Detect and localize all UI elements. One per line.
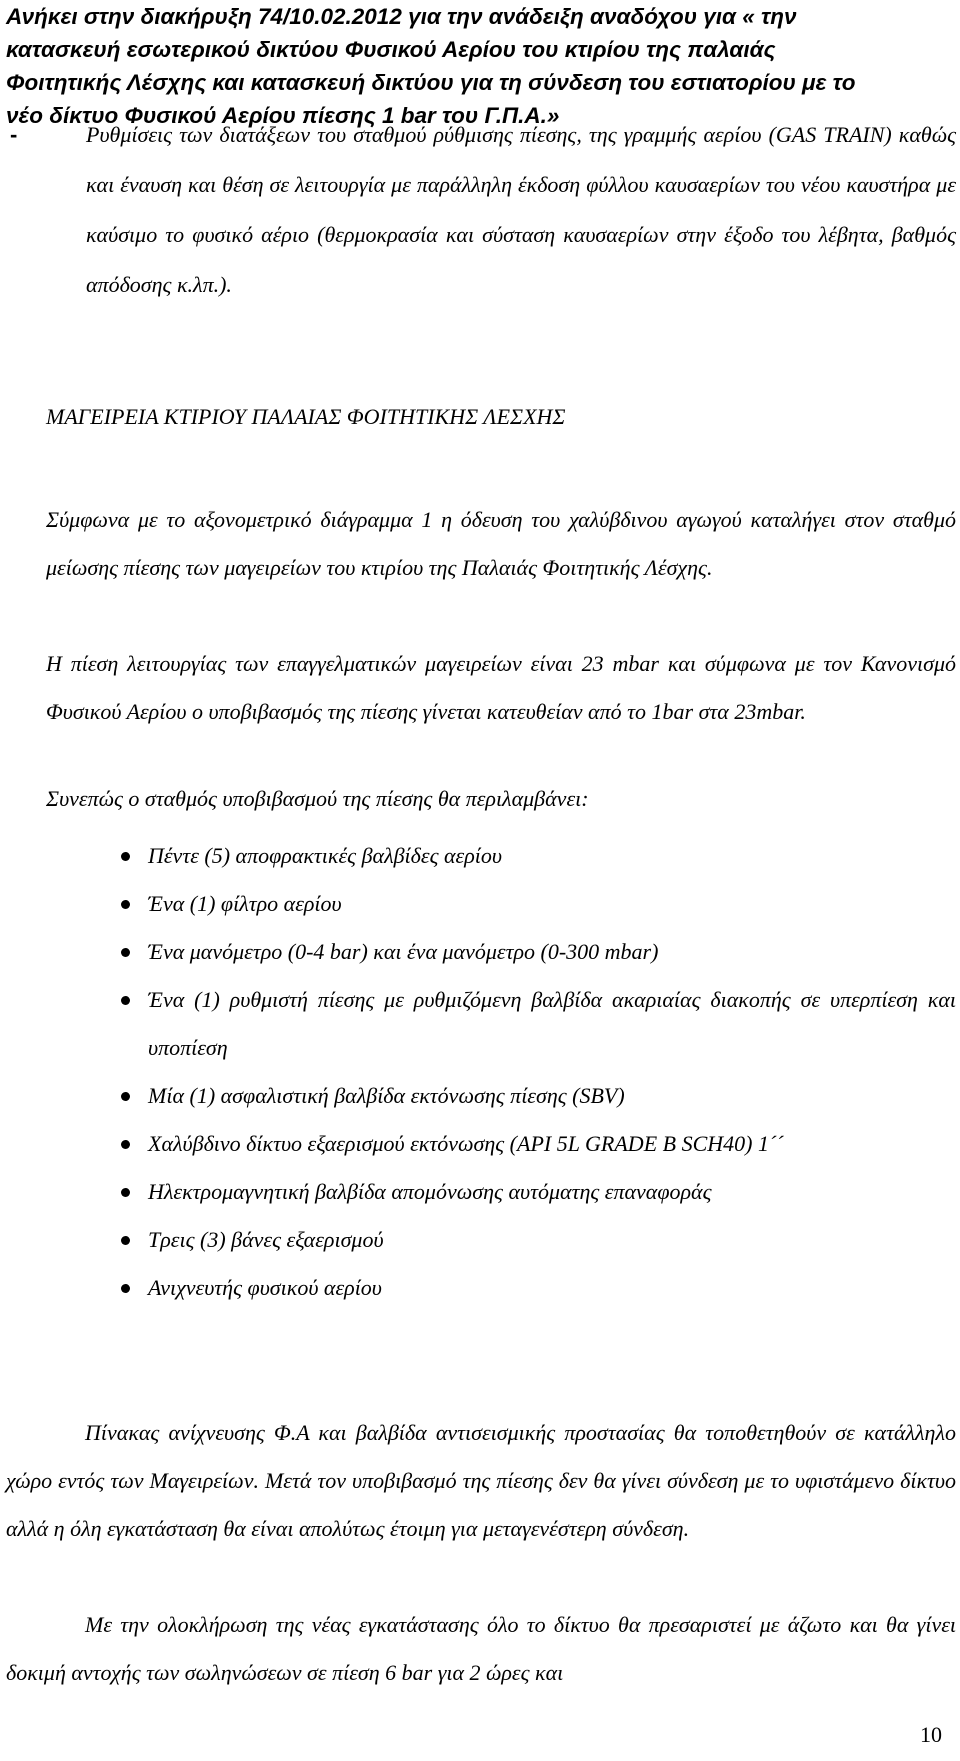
list-item: Ένα (1) ρυθμιστή πίεσης με ρυθμιζόμενη βαλβίδα ακαριαίας διακοπής σε υπερπίεση και υποπίεση [148,976,956,1072]
paragraph-pressure: Η πίεση λειτουργίας των επαγγελματικών μαγειρείων είναι 23 mbar και σύμφωνα με τον Κανονισμό Φυσικού Αερίου ο υποβιβασμός της πίεσης γίνεται κατευθείαν από το 1bar στα 23mbar. [46,651,956,724]
bullet-icon [121,996,130,1005]
list-item: Ένα (1) φίλτρο αερίου [148,880,956,928]
bullet-icon [121,1140,130,1149]
list-item: Μία (1) ασφαλιστική βαλβίδα εκτόνωσης πίεσης (SBV) [148,1072,956,1120]
paragraph-detection-panel: Πίνακας ανίχνευσης Φ.Α και βαλβίδα αντισεισμικής προστασίας θα τοποθετηθούν σε κατάλληλο χώρο εντός των Μαγειρείων. Μετά τον υποβιβασμό της πίεσης δεν θα γίνει σύνδεση με το υφιστάμενο δίκτυο αλλά η όλη εγκατάσταση θα είναι απολύτως έτοιμη για μεταγενέστερη σύνδεση. [6,1420,956,1541]
paragraph-pressure-test: Με την ολοκλήρωση της νέας εγκατάστασης όλο το δίκτυο θα πρεσαριστεί με άζωτο και θα γίνει δοκιμή αντοχής των σωληνώσεων σε πίεση 6 bar για 2 ώρες και [6,1612,956,1685]
equipment-list [148,832,956,1312]
header-line: κατασκευή εσωτερικού δικτύου Φυσικού Αερίου του κτιρίου της παλαιάς [6,37,776,62]
list-item: Ηλεκτρομαγνητική βαλβίδα απομόνωσης αυτόματης επαναφοράς [148,1168,956,1216]
list-item: Χαλύβδινο δίκτυο εξαερισμού εκτόνωσης (API 5L GRADE B SCH40) 1´´ [148,1120,956,1168]
page-number: 10 [920,1722,942,1747]
list-item: Ανιχνευτής φυσικού αερίου [148,1264,956,1312]
list-item: Πέντε (5) αποφρακτικές βαλβίδες αερίου [148,832,956,880]
bullet-icon [121,1236,130,1245]
bullet-icon [121,948,130,957]
header-line: Ανήκει στην διακήρυξη 74/10.02.2012 για την ανάδειξη αναδόχου για « την [6,4,797,29]
paragraph-station-intro: Συνεπώς ο σταθμός υποβιβασμού της πίεσης θα περιλαμβάνει: [46,786,589,811]
paragraph-routing: Σύμφωνα με το αξονομετρικό διάγραμμα 1 η όδευση του χαλύβδινου αγωγού καταλήγει στον σταθμό μείωσης πίεσης των μαγειρείων του κτιρίου της Παλαιάς Φοιτητικής Λέσχης. [46,507,956,580]
section-title: ΜΑΓΕΙΡΕΙΑ ΚΤΙΡΙΟΥ ΠΑΛΑΙΑΣ ΦΟΙΤΗΤΙΚΗΣ ΛΕΣΧΗΣ [46,404,566,429]
list-item: Τρεις (3) βάνες εξαερισμού [148,1216,956,1264]
bullet-icon [121,1188,130,1197]
header-line: νέο δίκτυο Φυσικού Αερίου πίεσης 1 bar του Γ.Π.Α.» [6,103,560,128]
header-line: Φοιτητικής Λέσχης και κατασκευή δικτύου για τη σύνδεση του εστιατορίου με το [6,70,856,95]
dash-marker: - [10,122,18,147]
bullet-icon [121,900,130,909]
bullet-icon [121,852,130,861]
dash-item-text: Ρυθμίσεις των διατάξεων του σταθμού ρύθμισης πίεσης, της γραμμής αερίου (GAS TRAIN) καθώς και έναυση και θέση σε λειτουργία με παράλληλη έκδοση φύλλου καυσαερίων του νέου καυστήρα με καύσιμο το φυσικό αέριο (θερμοκρασία και σύσταση καυσαερίων στην έξοδο του λέβητα, βαθμός απόδοσης κ.λπ.). [86,122,956,297]
bullet-icon [121,1284,130,1293]
bullet-icon [121,1092,130,1101]
list-item: Ένα μανόμετρο (0-4 bar) και ένα μανόμετρο (0-300 mbar) [148,928,956,976]
